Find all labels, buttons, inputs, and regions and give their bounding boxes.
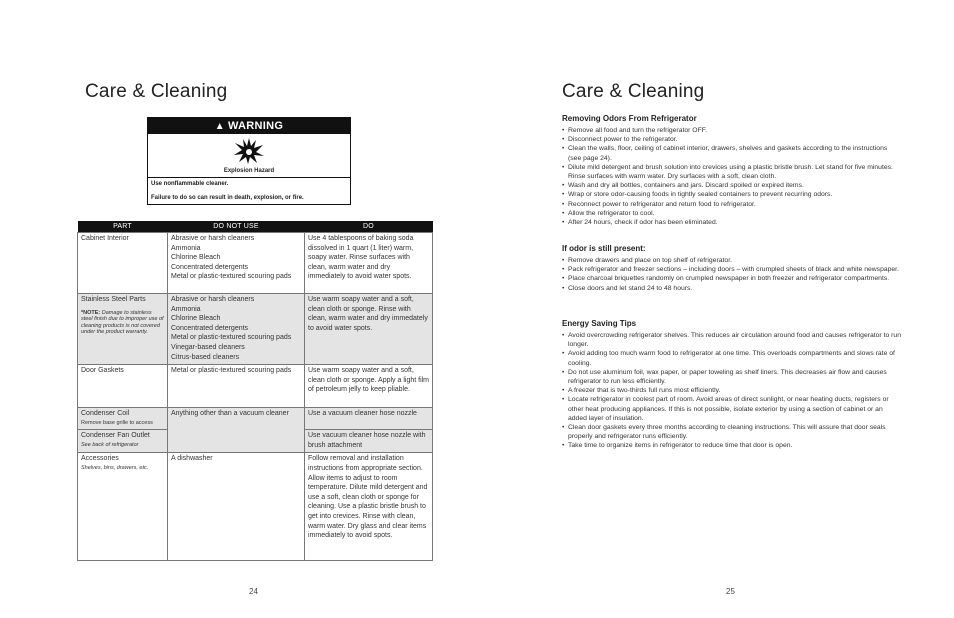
part-cell [78, 430, 168, 453]
do-cell: Use a vacuum cleaner hose nozzle [305, 408, 433, 430]
part-subtext: Shelves, bins, drawers, etc. [81, 464, 149, 471]
list-item: • Avoid adding too much warm food to refrigerator at one time. This overloads compartments and slows rate of cooling. [562, 349, 902, 367]
list-item: • Disconnect power to the refrigerator. [562, 135, 902, 144]
list-item: • Take time to organize items in refrigerator to reduce time that door is open. [562, 441, 902, 450]
part-name: Cabinet Interior [81, 235, 129, 242]
warning-label: WARNING [227, 120, 284, 132]
do-not-item: Anything other than a vacuum cleaner [171, 410, 289, 418]
page-number: 25 [726, 587, 735, 596]
part-name: Condenser Coil [81, 410, 130, 418]
do-cell: Use warm soapy water and a soft, clean cloth or sponge. Apply a light film of petroleum jelly to keep pliable. [305, 365, 433, 408]
list-item: • Remove all food and turn the refrigerator OFF. [562, 126, 902, 135]
table-row [78, 453, 433, 561]
hazard-title: Explosion Hazard [223, 168, 275, 174]
section-heading: Removing Odors From Refrigerator [562, 114, 697, 123]
do-not-use-cell [168, 365, 305, 408]
page-title: Care & Cleaning [562, 81, 705, 102]
do-not-item: Chlorine Bleach [171, 315, 221, 323]
note-label: *NOTE: [81, 309, 101, 316]
part-name: Stainless Steel Parts [81, 296, 146, 303]
odor-still-present-section [562, 244, 902, 293]
do-not-item: Vinegar-based cleaners [171, 343, 245, 351]
list-item: • Pack refrigerator and freezer sections – including doors – with crumpled sheets of black and white newspaper. [562, 265, 902, 274]
column-header-part: PART [78, 221, 168, 233]
do-not-item: Metal or plastic-textured scouring pads [171, 273, 292, 281]
table-header-row [78, 221, 433, 233]
list-item: • Allow the refrigerator to cool. [562, 209, 902, 218]
part-name: Condenser Fan Outlet [81, 432, 150, 440]
do-not-use-cell [168, 233, 305, 294]
part-cell [78, 294, 168, 365]
list-item: • Close doors and let stand 24 to 48 hours. [562, 284, 902, 293]
part-note [81, 310, 164, 336]
do-not-item: Concentrated detergents [171, 324, 249, 332]
do-not-use-cell [168, 408, 305, 453]
part-subtext: See back of refrigerator [81, 441, 139, 448]
energy-list [562, 331, 902, 451]
page-number: 24 [249, 587, 258, 596]
section-heading: Energy Saving Tips [562, 319, 637, 328]
warning-triangle-icon: ▲ [214, 120, 225, 132]
do-cell: Use 4 tablespoons of baking soda dissolved in 1 quart (1 liter) warm, soapy water. Rinse surfaces with clean, warm water and dry immediately to avoid water spots. [305, 233, 433, 294]
do-not-item: A dishwasher [171, 455, 213, 463]
warning-line-1: Use nonflammable cleaner. [151, 181, 229, 187]
list-item: • Dilute mild detergent and brush solution into crevices using a plastic bristle brush. Let stand for five minutes. Rinse surfaces with warm water. Dry surfaces with a soft, clean cloth. [562, 163, 902, 181]
warning-header [148, 118, 350, 134]
list-item: • A freezer that is two-thirds full runs most efficiently. [562, 386, 902, 395]
energy-tips-section [562, 319, 902, 451]
column-header-do-not-use: DO NOT USE [168, 221, 305, 233]
explosion-icon [233, 137, 265, 165]
part-name: Accessories [81, 455, 119, 463]
section-heading: If odor is still present: [562, 244, 646, 253]
list-item: • Remove drawers and place on top shelf of refrigerator. [562, 256, 902, 265]
list-item: • Avoid overcrowding refrigerator shelves. This reduces air circulation around food and causes refrigerator to run longer. [562, 331, 902, 349]
do-not-item: Chlorine Bleach [171, 254, 221, 262]
table-row [78, 365, 433, 408]
list-item: • Clean the walls, floor, ceiling of cabinet interior, drawers, shelves and gaskets according to the instructions (see page 24). [562, 144, 902, 162]
odors-section [562, 114, 902, 227]
part-cell [78, 408, 168, 430]
page-title: Care & Cleaning [85, 81, 228, 102]
note-text: Damage to stainless steel finish due to improper use of cleaning products is not covered under the product warranty. [81, 309, 164, 336]
do-cell: Follow removal and installation instructions from appropriate section. Allow items to adjust to room temperature. Dilute mild detergent and use a soft, clean cloth or sponge for cleaning. Use a plastic bristle brush to get into crevices. Rinse with clean, warm water. Dry glass and clear items immediately to avoid spots. [305, 453, 433, 561]
do-cell: Use vacuum cleaner hose nozzle with brush attachment [305, 430, 433, 453]
do-not-item: Ammonia [171, 244, 201, 252]
table-row [78, 408, 433, 430]
do-not-use-cell [168, 294, 305, 365]
list-item: • After 24 hours, check if odor has been eliminated. [562, 218, 902, 227]
list-item: • Wrap or store odor-causing foods in tightly sealed containers to prevent recurring odors. [562, 190, 902, 199]
part-subtext: Remove base grille to access [81, 419, 153, 426]
do-not-item: Ammonia [171, 305, 201, 313]
do-not-item: Abrasive or harsh cleaners [171, 296, 255, 303]
column-header-do: DO [305, 221, 433, 233]
cleaning-table [77, 221, 433, 561]
part-cell [78, 453, 168, 561]
table-row [78, 294, 433, 365]
still-list [562, 256, 902, 293]
list-item: • Clean door gaskets every three months according to cleaning instructions. This will assure that door seals properly and refrigerator runs efficiently. [562, 423, 902, 441]
list-item: • Wash and dry all bottles, containers and jars. Discard spoiled or expired items. [562, 181, 902, 190]
right-page [477, 0, 954, 618]
warning-box [147, 117, 351, 205]
part-name: Door Gaskets [81, 367, 124, 375]
do-not-item: Citrus-based cleaners [171, 353, 240, 361]
do-cell: Use warm soapy water and a soft, clean cloth or sponge. Rinse with clean, warm water and dry immedately to avoid water spots. [305, 294, 433, 365]
table-row [78, 233, 433, 294]
part-cell [78, 233, 168, 294]
list-item: • Place charcoal briquettes randomly on crumpled newspaper in both freezer and refrigerator compartments. [562, 274, 902, 283]
list-item: • Reconnect power to refrigerator and return food to refrigerator. [562, 200, 902, 209]
list-item: • Do not use aluminum foil, wax paper, or paper toweling as shelf liners. This decreases air flow and causes refrigerator to run less efficiently. [562, 368, 902, 386]
do-not-use-cell [168, 453, 305, 561]
part-cell [78, 365, 168, 408]
warning-line-2: Failure to do so can result in death, explosion, or fire. [151, 195, 304, 201]
warning-divider [148, 177, 350, 178]
do-not-item: Metal or plastic-textured scouring pads [171, 334, 292, 342]
do-not-item: Abrasive or harsh cleaners [171, 235, 255, 242]
odors-list [562, 126, 902, 227]
list-item: • Locate refrigerator in coolest part of room. Avoid areas of direct sunlight, or near heating ducts, registers or other heat producing appliances. If this is not possible, isolate exterior by using a section of cabinet or an added layer of insulation. [562, 395, 902, 423]
do-not-item: Metal or plastic-textured scouring pads [171, 367, 292, 375]
do-not-item: Concentrated detergents [171, 263, 249, 271]
